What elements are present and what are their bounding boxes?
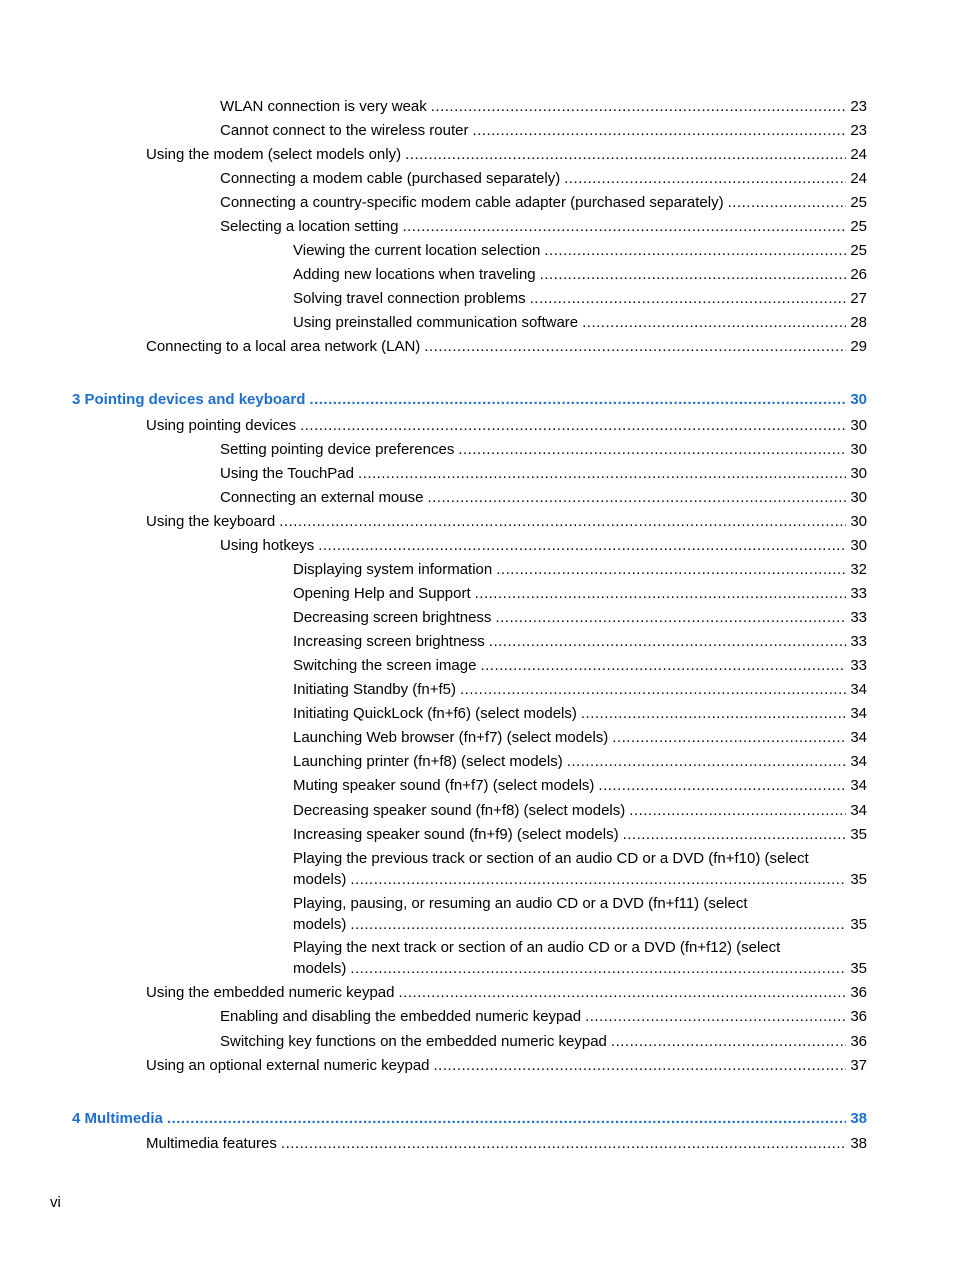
toc-page-number: 38 — [850, 1135, 867, 1152]
dot-leader — [629, 800, 846, 821]
toc-entry-title: Using hotkeys — [220, 537, 315, 554]
toc-page-number: 33 — [850, 657, 867, 674]
toc-entry[interactable] — [220, 439, 867, 460]
toc-page-number: 24 — [850, 170, 867, 187]
toc-entry-title: Cannot connect to the wireless router — [220, 122, 469, 139]
toc-page-number: 33 — [850, 609, 867, 626]
dot-leader — [281, 1133, 846, 1154]
toc-page-number: 34 — [850, 802, 867, 819]
dot-leader — [611, 1031, 846, 1052]
toc-page-number: 33 — [850, 633, 867, 650]
toc-entry[interactable] — [293, 607, 867, 628]
toc-entry-title: Decreasing speaker sound (fn+f8) (select models) — [293, 802, 626, 819]
dot-leader — [350, 869, 846, 890]
toc-page-number: 34 — [850, 705, 867, 722]
dot-leader — [405, 144, 846, 165]
toc-page-number: 26 — [850, 266, 867, 283]
toc-entry-title: Using the embedded numeric keypad — [146, 984, 395, 1001]
dot-leader — [318, 535, 846, 556]
toc-page-number: 35 — [850, 960, 867, 977]
toc-entry[interactable] — [293, 775, 867, 796]
toc-entry-title: Muting speaker sound (fn+f7) (select models) — [293, 777, 595, 794]
toc-entry-title: Opening Help and Support — [293, 585, 471, 602]
toc-entry[interactable] — [220, 192, 867, 213]
toc-entry-title-continued: models) — [293, 871, 347, 888]
toc-entry-title: Launching printer (fn+f8) (select models) — [293, 753, 563, 770]
toc-entry[interactable] — [293, 288, 867, 309]
toc-chapter-entry[interactable] — [72, 389, 867, 410]
toc-entry-title: Switching the screen image — [293, 657, 477, 674]
toc-entry[interactable] — [293, 751, 867, 772]
toc-page-number: 25 — [850, 194, 867, 211]
toc-page-number: 36 — [850, 984, 867, 1001]
toc-page-number: 38 — [850, 1110, 867, 1127]
toc-entry-title: 3 Pointing devices and keyboard — [72, 391, 306, 408]
dot-leader — [398, 982, 846, 1003]
toc-entry[interactable] — [146, 336, 867, 357]
dot-leader — [358, 463, 846, 484]
toc-entry[interactable] — [293, 583, 867, 604]
dot-leader — [460, 679, 846, 700]
toc-page-number: 34 — [850, 777, 867, 794]
toc-entry[interactable] — [293, 312, 867, 333]
toc-entry-title: Setting pointing device preferences — [220, 441, 455, 458]
toc-entry-title: Enabling and disabling the embedded numeric keypad — [220, 1008, 582, 1025]
toc-entry[interactable] — [146, 511, 867, 532]
dot-leader — [427, 487, 846, 508]
toc-page-number: 36 — [850, 1033, 867, 1050]
toc-page-number: 35 — [850, 871, 867, 888]
toc-page-number: 32 — [850, 561, 867, 578]
dot-leader — [167, 1108, 846, 1129]
dot-leader — [458, 439, 846, 460]
toc-entry[interactable] — [293, 824, 867, 845]
toc-entry-title: Switching key functions on the embedded numeric keypad — [220, 1033, 607, 1050]
toc-page-number: 29 — [850, 338, 867, 355]
toc-page-number: 36 — [850, 1008, 867, 1025]
dot-leader — [585, 1006, 846, 1027]
toc-entry[interactable] — [293, 848, 867, 890]
toc-entry-title: Initiating QuickLock (fn+f6) (select models) — [293, 705, 577, 722]
dot-leader — [489, 631, 847, 652]
dot-leader — [480, 655, 846, 676]
dot-leader — [581, 703, 846, 724]
toc-entry-title-continued: models) — [293, 916, 347, 933]
toc-entry[interactable] — [146, 144, 867, 165]
toc-entry-title: Using the TouchPad — [220, 465, 354, 482]
toc-entry[interactable] — [220, 535, 867, 556]
toc-entry[interactable] — [293, 559, 867, 580]
toc-page-number: 37 — [850, 1057, 867, 1074]
dot-leader — [472, 120, 846, 141]
toc-entry-title: Launching Web browser (fn+f7) (select models) — [293, 729, 609, 746]
toc-entry-title: Using pointing devices — [146, 417, 297, 434]
toc-page-number: 30 — [850, 417, 867, 434]
dot-leader — [495, 607, 846, 628]
toc-entry[interactable] — [146, 1133, 867, 1154]
dot-leader — [350, 958, 846, 979]
toc-page-number: 33 — [850, 585, 867, 602]
toc-page-number: 30 — [850, 537, 867, 554]
dot-leader — [728, 192, 847, 213]
toc-entry-title: Using the modem (select models only) — [146, 146, 402, 163]
toc-page-number: 28 — [850, 314, 867, 331]
dot-leader — [431, 96, 847, 117]
toc-page-number: 34 — [850, 753, 867, 770]
dot-leader — [300, 415, 846, 436]
toc-page-number: 25 — [850, 242, 867, 259]
dot-leader — [623, 824, 847, 845]
toc-entry-title: Initiating Standby (fn+f5) — [293, 681, 457, 698]
toc-entry-title: Using an optional external numeric keypad — [146, 1057, 430, 1074]
toc-entry[interactable] — [293, 727, 867, 748]
dot-leader — [612, 727, 846, 748]
toc-entry-title: Playing the previous track or section of an audio CD or a DVD (fn+f10) (select — [293, 850, 809, 867]
toc-entry[interactable] — [293, 679, 867, 700]
toc-entry[interactable] — [293, 240, 867, 261]
toc-entry[interactable] — [220, 216, 867, 237]
toc-page-number: 35 — [850, 826, 867, 843]
toc-entry-title: Connecting a modem cable (purchased separately) — [220, 170, 561, 187]
toc-entry[interactable] — [146, 415, 867, 436]
toc-entry-title: Selecting a location setting — [220, 218, 399, 235]
toc-page-number: 23 — [850, 98, 867, 115]
dot-leader — [544, 240, 846, 261]
toc-entry[interactable] — [293, 655, 867, 676]
toc-entry[interactable] — [293, 703, 867, 724]
toc-entry[interactable] — [293, 893, 867, 935]
toc-entry[interactable] — [293, 937, 867, 979]
toc-entry-title-continued: models) — [293, 960, 347, 977]
toc-entry-title: Increasing speaker sound (fn+f9) (select models) — [293, 826, 619, 843]
toc-entry-title: Displaying system information — [293, 561, 493, 578]
toc-page-number: 25 — [850, 218, 867, 235]
toc-entry-title: WLAN connection is very weak — [220, 98, 427, 115]
toc-page-number: 30 — [850, 465, 867, 482]
toc-entry-title: Multimedia features — [146, 1135, 277, 1152]
toc-entry-title: Connecting a country-specific modem cable adapter (purchased separately) — [220, 194, 724, 211]
toc-entry-title: 4 Multimedia — [72, 1110, 163, 1127]
toc-entry-title: Viewing the current location selection — [293, 242, 541, 259]
toc-page-number: 35 — [850, 916, 867, 933]
toc-chapter-entry[interactable] — [72, 1108, 867, 1129]
toc-entry-title: Solving travel connection problems — [293, 290, 526, 307]
toc-entry-title: Decreasing screen brightness — [293, 609, 492, 626]
toc-entry-title: Increasing screen brightness — [293, 633, 485, 650]
dot-leader — [434, 1055, 847, 1076]
toc-entry[interactable] — [220, 96, 867, 117]
toc-entry-title: Playing the next track or section of an audio CD or a DVD (fn+f12) (select — [293, 939, 781, 956]
toc-page-number: 30 — [850, 391, 867, 408]
dot-leader — [530, 288, 847, 309]
toc-entry[interactable] — [220, 487, 867, 508]
toc-entry[interactable] — [220, 1006, 867, 1027]
toc-page-number: 34 — [850, 681, 867, 698]
dot-leader — [402, 216, 846, 237]
dot-leader — [598, 775, 846, 796]
toc-entry[interactable] — [220, 463, 867, 484]
dot-leader — [424, 336, 846, 357]
toc-entry[interactable] — [146, 982, 867, 1003]
toc-entry[interactable] — [293, 800, 867, 821]
toc-page-number: 30 — [850, 441, 867, 458]
dot-leader — [475, 583, 847, 604]
dot-leader — [564, 168, 846, 189]
toc-entry[interactable] — [220, 168, 867, 189]
toc-page-number: 34 — [850, 729, 867, 746]
toc-entry-title: Using preinstalled communication software — [293, 314, 579, 331]
dot-leader — [309, 389, 846, 410]
toc-entry-title: Connecting to a local area network (LAN) — [146, 338, 421, 355]
dot-leader — [350, 914, 846, 935]
dot-leader — [279, 511, 846, 532]
toc-entry-title: Connecting an external mouse — [220, 489, 424, 506]
toc-entry-title: Playing, pausing, or resuming an audio CD or a DVD (fn+f11) (select — [293, 895, 748, 912]
dot-leader — [496, 559, 846, 580]
toc-entry-title: Adding new locations when traveling — [293, 266, 536, 283]
toc-page-number: 30 — [850, 489, 867, 506]
dot-leader — [582, 312, 846, 333]
toc-entry[interactable] — [293, 631, 867, 652]
dot-leader — [567, 751, 847, 772]
toc-entry[interactable] — [293, 264, 867, 285]
toc-entry[interactable] — [146, 1055, 867, 1076]
toc-entry[interactable] — [220, 1031, 867, 1052]
toc-entry-title: Using the keyboard — [146, 513, 276, 530]
toc-page-number: 23 — [850, 122, 867, 139]
toc-entry[interactable] — [220, 120, 867, 141]
dot-leader — [540, 264, 847, 285]
toc-page-number: 30 — [850, 513, 867, 530]
page-number: vi — [50, 1194, 61, 1211]
toc-page-number: 24 — [850, 146, 867, 163]
toc-page-number: 27 — [850, 290, 867, 307]
